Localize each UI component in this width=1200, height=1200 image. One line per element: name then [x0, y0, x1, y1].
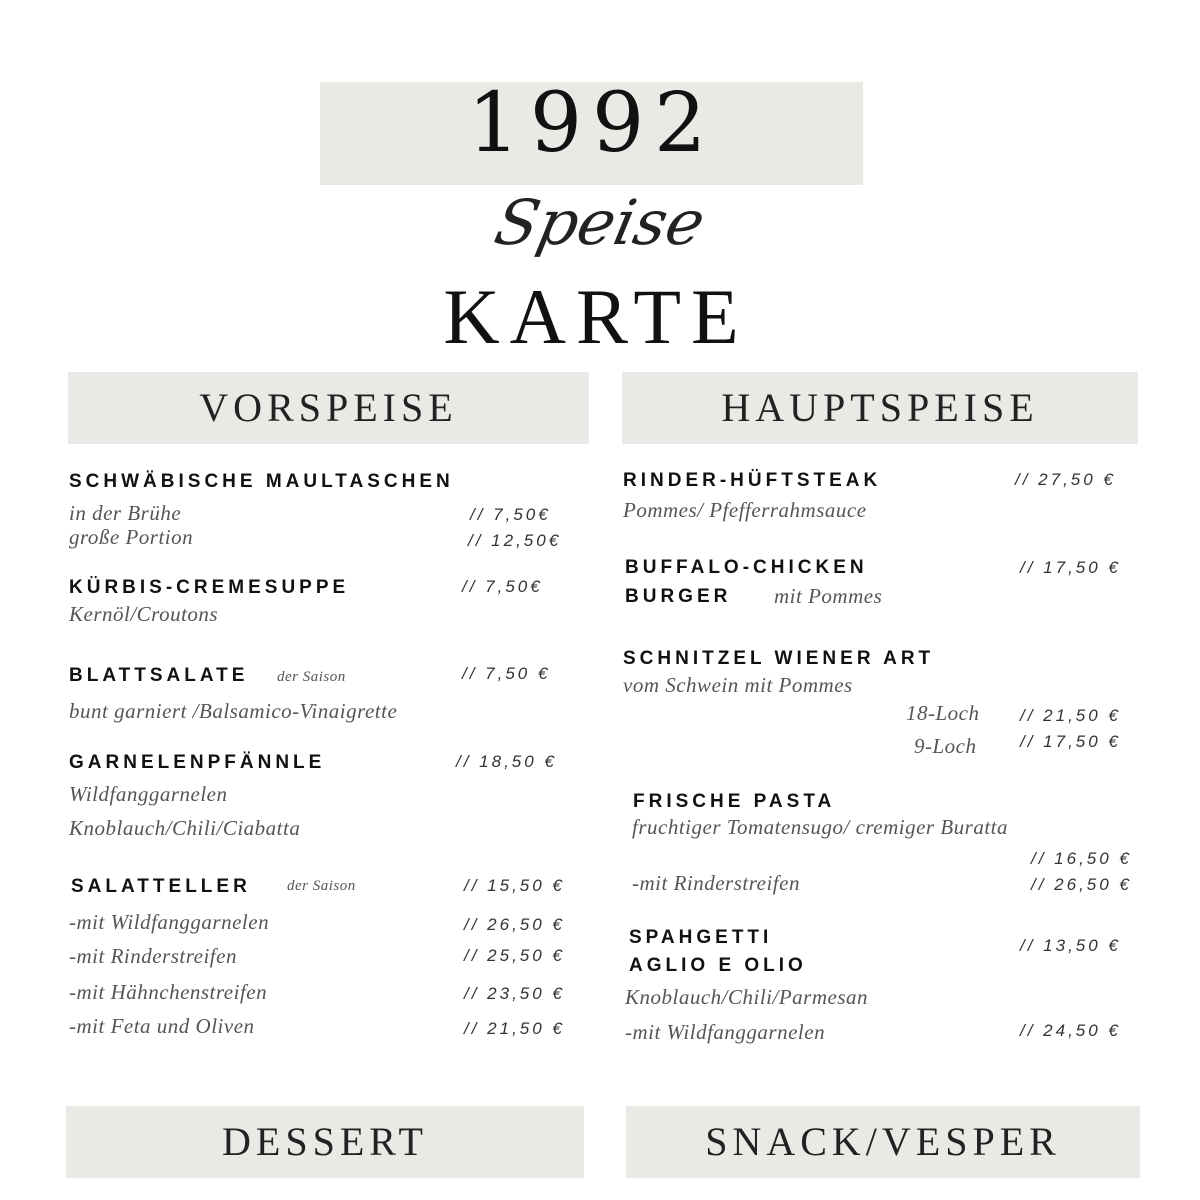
menu-script-title: Speise: [488, 186, 712, 259]
garnelen-desc-1: Wildfanggarnelen: [69, 782, 228, 806]
maultaschen-desc-2: große Portion: [69, 525, 194, 549]
garnelen-name: GARNELENPFÄNNLE: [69, 752, 326, 773]
pasta-price-1: // 16,50 €: [1031, 849, 1132, 868]
maultaschen-desc-1: in der Brühe: [69, 501, 182, 525]
kuerbis-desc: Kernöl/Croutons: [69, 602, 219, 626]
salatteller-name: SALATTELLER: [71, 876, 251, 897]
salatteller-option: -mit Hähnchenstreifen: [69, 980, 268, 1004]
maultaschen-price-2: // 12,50€: [468, 531, 562, 550]
spaghetti-name-1: SPAHGETTI: [629, 927, 773, 948]
menu-title: KARTE: [443, 273, 749, 360]
spaghetti-option: -mit Wildfanggarnelen: [625, 1020, 826, 1044]
burger-note: mit Pommes: [774, 584, 883, 608]
pasta-price-2: // 26,50 €: [1031, 875, 1132, 894]
kuerbis-name: KÜRBIS-CREMESUPPE: [69, 577, 350, 598]
salatteller-option: -mit Wildfanggarnelen: [69, 910, 270, 934]
schnitzel-price-1: // 21,50 €: [1020, 706, 1121, 725]
steak-desc: Pommes/ Pfefferrahmsauce: [623, 498, 867, 522]
schnitzel-desc: vom Schwein mit Pommes: [623, 673, 853, 697]
schnitzel-name: SCHNITZEL WIENER ART: [623, 648, 935, 669]
schnitzel-price-2: // 17,50 €: [1020, 732, 1121, 751]
steak-name: RINDER-HÜFTSTEAK: [623, 470, 882, 491]
blattsalate-price: // 7,50 €: [462, 664, 551, 683]
pasta-desc: fruchtiger Tomatensugo/ cremiger Buratta: [632, 815, 1009, 839]
blattsalate-name: BLATTSALATE: [69, 665, 249, 686]
salatteller-option-price: // 21,50 €: [464, 1019, 565, 1038]
spaghetti-price: // 13,50 €: [1020, 936, 1121, 955]
dessert-title: DESSERT: [222, 1119, 428, 1164]
steak-price: // 27,50 €: [1015, 470, 1116, 489]
schnitzel-size-1: 18-Loch: [906, 701, 980, 725]
blattsalate-desc: bunt garniert /Balsamico-Vinaigrette: [69, 699, 398, 723]
spaghetti-price-2: // 24,50 €: [1020, 1021, 1121, 1040]
burger-name-1: BUFFALO-CHICKEN: [625, 557, 868, 578]
burger-name-2: BURGER: [625, 586, 732, 607]
vorspeise-title: VORSPEISE: [199, 385, 458, 430]
kuerbis-price: // 7,50€: [462, 577, 543, 596]
blattsalate-note: der Saison: [277, 669, 346, 685]
salatteller-price: // 15,50 €: [464, 876, 565, 895]
menu-year: 1992: [467, 76, 717, 171]
hauptspeise-title: HAUPTSPEISE: [721, 385, 1039, 430]
garnelen-price: // 18,50 €: [456, 752, 557, 771]
spaghetti-desc: Knoblauch/Chili/Parmesan: [625, 985, 868, 1009]
salatteller-option-price: // 25,50 €: [464, 946, 565, 965]
schnitzel-size-2: 9-Loch: [914, 734, 977, 758]
salatteller-option-price: // 23,50 €: [464, 984, 565, 1003]
pasta-name: FRISCHE PASTA: [633, 791, 836, 812]
pasta-option: -mit Rinderstreifen: [632, 871, 800, 895]
spaghetti-name-2: AGLIO E OLIO: [629, 955, 807, 976]
salatteller-option: -mit Feta und Oliven: [69, 1014, 255, 1038]
salatteller-option-price: // 26,50 €: [464, 915, 565, 934]
salatteller-note: der Saison: [287, 878, 356, 894]
maultaschen-price-1: // 7,50€: [470, 505, 551, 524]
garnelen-desc-2: Knoblauch/Chili/Ciabatta: [69, 816, 301, 840]
salatteller-option: -mit Rinderstreifen: [69, 944, 237, 968]
snack-title: SNACK/VESPER: [705, 1119, 1061, 1164]
burger-price: // 17,50 €: [1020, 558, 1121, 577]
maultaschen-name: SCHWÄBISCHE MAULTASCHEN: [69, 471, 454, 492]
